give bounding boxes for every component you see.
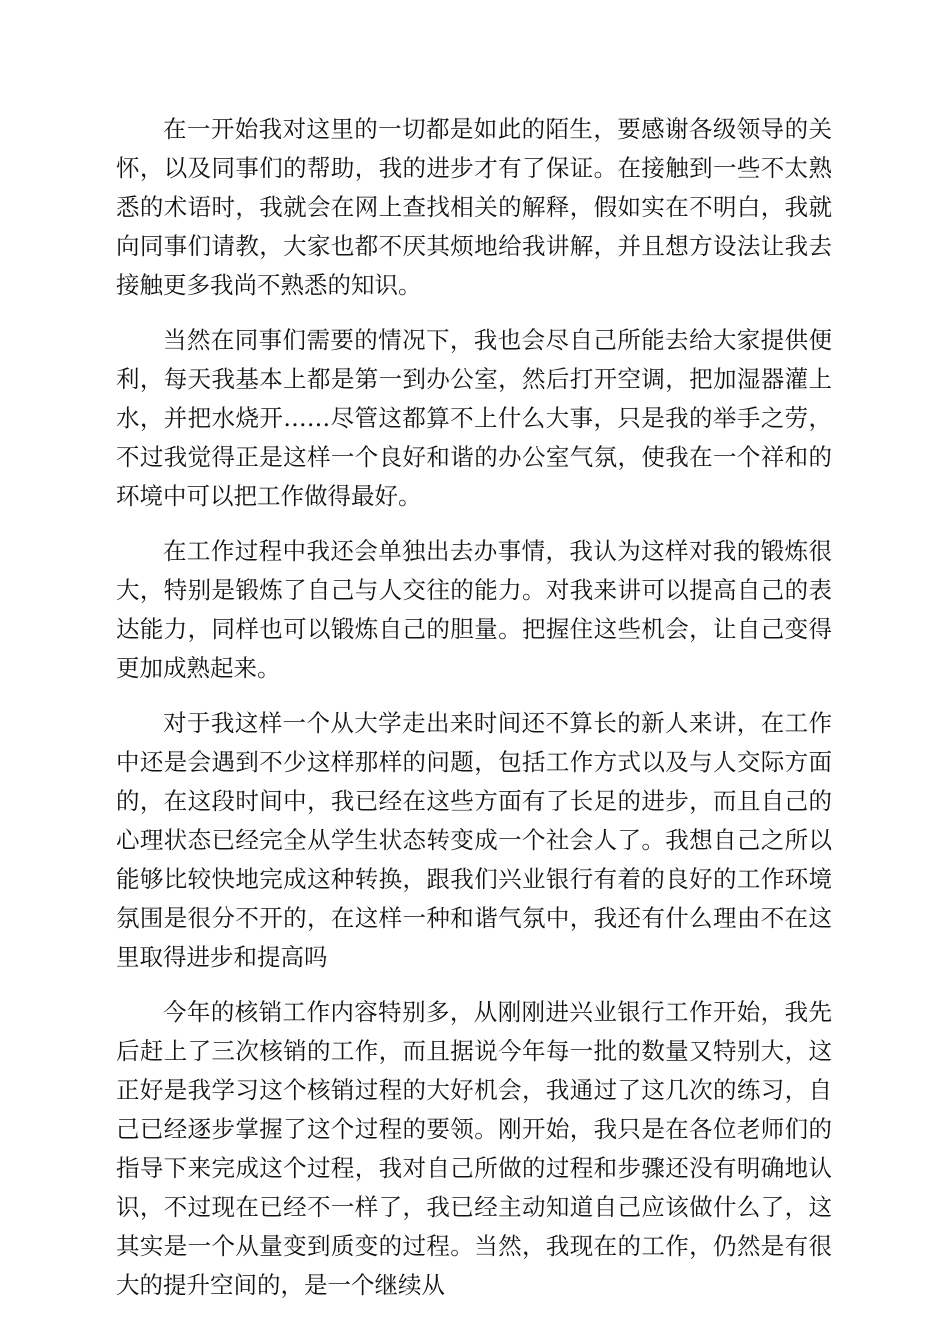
paragraph-4: 对于我这样一个从大学走出来时间还不算长的新人来讲，在工作中还是会遇到不少这样那样的问题，包括工作方式以及与人交际方面的，在这段时间中，我已经在这些方面有了长足的进步，而且自己的心理状态已经完全从学生状态转变成一个社会人了。我想自己之所以能够比较快地完成这种转换，跟我们兴业银行有着的良好的工作环境氛围是很分不开的，在这样一种和谐气氛中，我还有什么理由不在这里取得进步和提高吗 (116, 709, 832, 971)
paragraph-1: 在一开始我对这里的一切都是如此的陌生，要感谢各级领导的关怀，以及同事们的帮助，我的进步才有了保证。在接触到一些不太熟悉的术语时，我就会在网上查找相关的解释，假如实在不明白，我就向同事们请教，大家也都不厌其烦地给我讲解，并且想方设法让我去接触更多我尚不熟悉的知识。 (116, 115, 832, 299)
document-page (116, 110, 832, 1321)
paragraph-5: 今年的核销工作内容特别多，从刚刚进兴业银行工作开始，我先后赶上了三次核销的工作，而且据说今年每一批的数量又特别大，这正好是我学习这个核销过程的大好机会，我通过了这几次的练习，自己已经逐步掌握了这个过程的要领。刚开始，我只是在各位老师们的指导下来完成这个过程，我对自己所做的过程和步骤还没有明确地认识，不过现在已经不一样了，我已经主动知道自己应该做什么了，这其实是一个从量变到质变的过程。当然，我现在的工作，仍然是有很大的提升空间的，是一个继续从 (116, 998, 832, 1299)
paragraph-3: 在工作过程中我还会单独出去办事情，我认为这样对我的锻炼很大，特别是锻炼了自己与人交往的能力。对我来讲可以提高自己的表达能力，同样也可以锻炼自己的胆量。把握住这些机会，让自己变得更加成熟起来。 (116, 537, 832, 682)
paragraph-2: 当然在同事们需要的情况下，我也会尽自己所能去给大家提供便利，每天我基本上都是第一到办公室，然后打开空调，把加湿器灌上水，并把水烧开……尽管这都算不上什么大事，只是我的举手之劳，不过我觉得正是这样一个良好和谐的办公室气氛，使我在一个祥和的环境中可以把工作做得最好。 (116, 326, 832, 510)
